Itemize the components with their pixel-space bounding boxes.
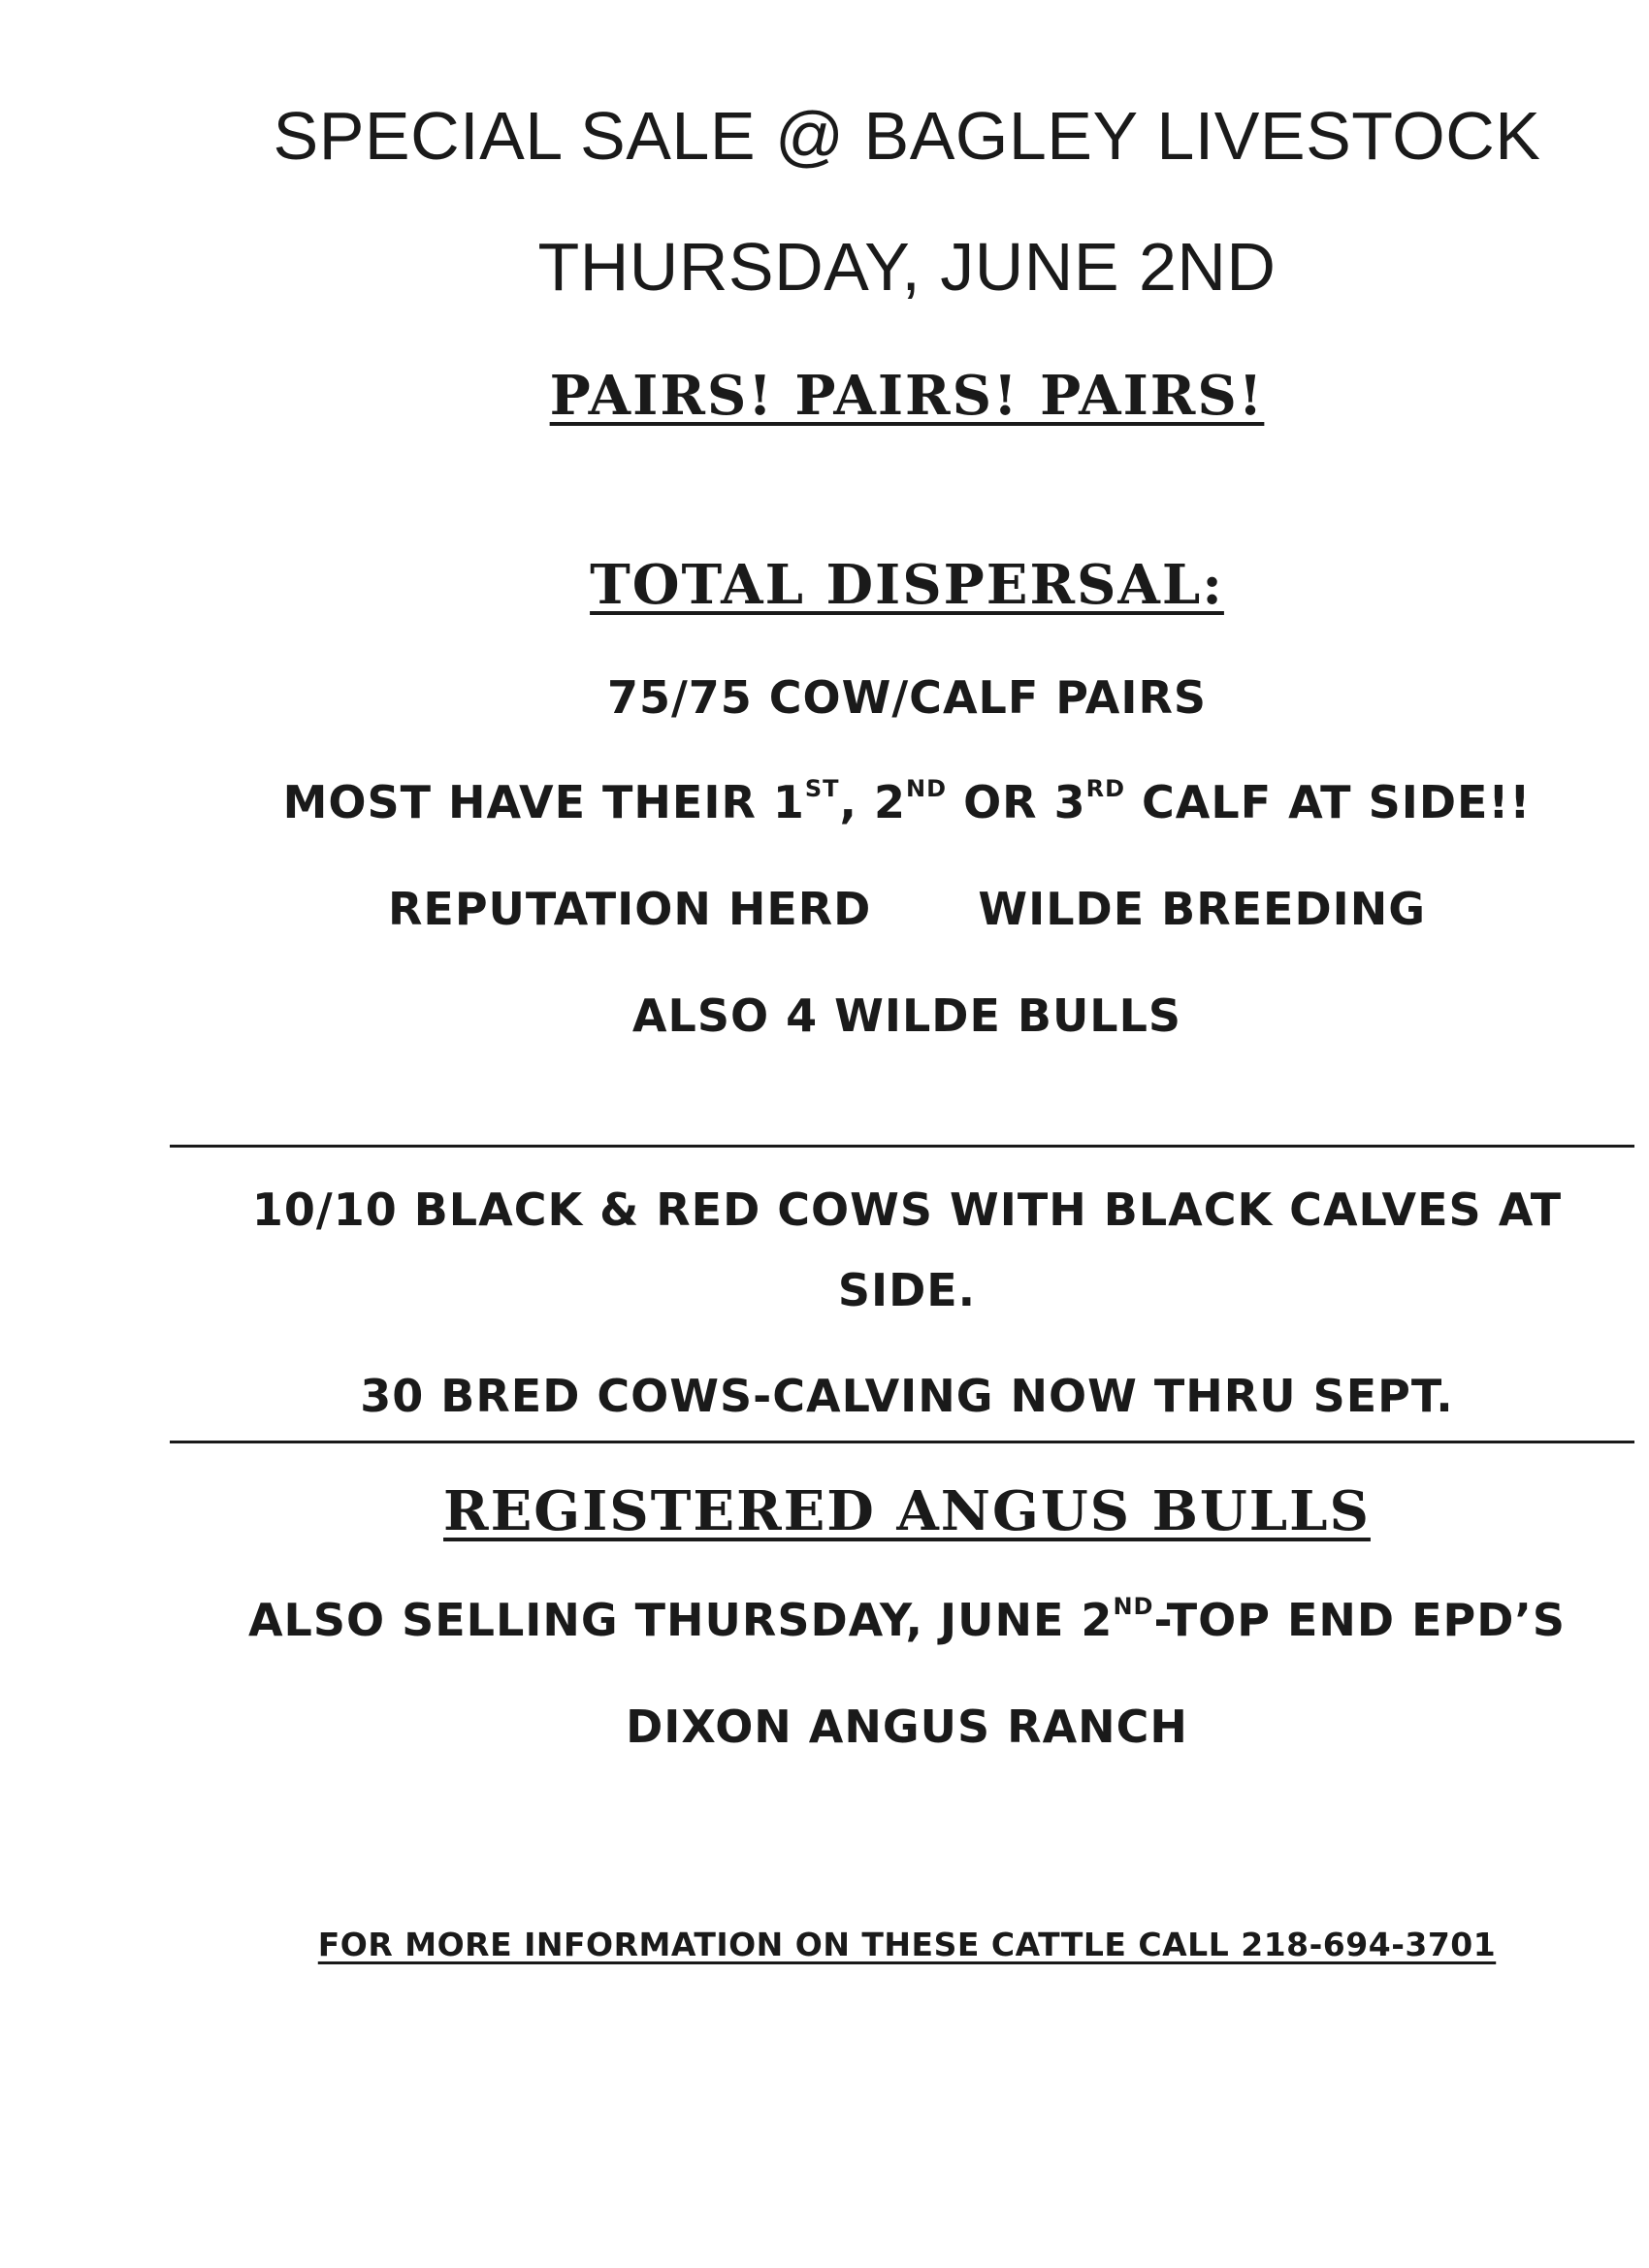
- also-selling-line: ALSO SELLING THURSDAY, JUNE 2ND-TOP END EPD’S: [247, 1592, 1567, 1646]
- divider-bottom: [170, 1441, 1634, 1443]
- black-red-cows-line: 10/10 BLACK & RED COWS WITH BLACK CALVES AT: [251, 1183, 1563, 1236]
- angus-bulls-heading: REGISTERED ANGUS BULLS: [443, 1479, 1371, 1543]
- dispersal-heading: TOTAL DISPERSAL:: [590, 553, 1224, 617]
- reputation-herd: REPUTATION HERD: [387, 883, 872, 935]
- sale-title: SPECIAL SALE @ BAGLEY LIVESTOCK: [273, 98, 1541, 174]
- calf-at-side-note: MOST HAVE THEIR 1ST, 2ND OR 3RD CALF AT SIDE!!: [282, 774, 1532, 828]
- bred-cows-line: 30 BRED COWS-CALVING NOW THRU SEPT.: [360, 1370, 1454, 1422]
- cow-calf-pairs-count: 75/75 COW/CALF PAIRS: [606, 671, 1208, 724]
- pairs-banner: PAIRS! PAIRS! PAIRS!: [549, 364, 1265, 428]
- sale-date: THURSDAY, JUNE 2ND: [537, 229, 1277, 305]
- ranch-name: DIXON ANGUS RANCH: [626, 1701, 1188, 1753]
- herd-breeding-line: [82, 883, 1649, 935]
- wilde-bulls-line: ALSO 4 WILDE BULLS: [631, 989, 1182, 1042]
- divider-top: [170, 1145, 1634, 1148]
- wilde-breeding: WILDE BREEDING: [978, 883, 1427, 935]
- contact-info: FOR MORE INFORMATION ON THESE CATTLE CALL 218-694-3701: [317, 1926, 1497, 1963]
- black-red-cows-line-cont: SIDE.: [837, 1264, 977, 1316]
